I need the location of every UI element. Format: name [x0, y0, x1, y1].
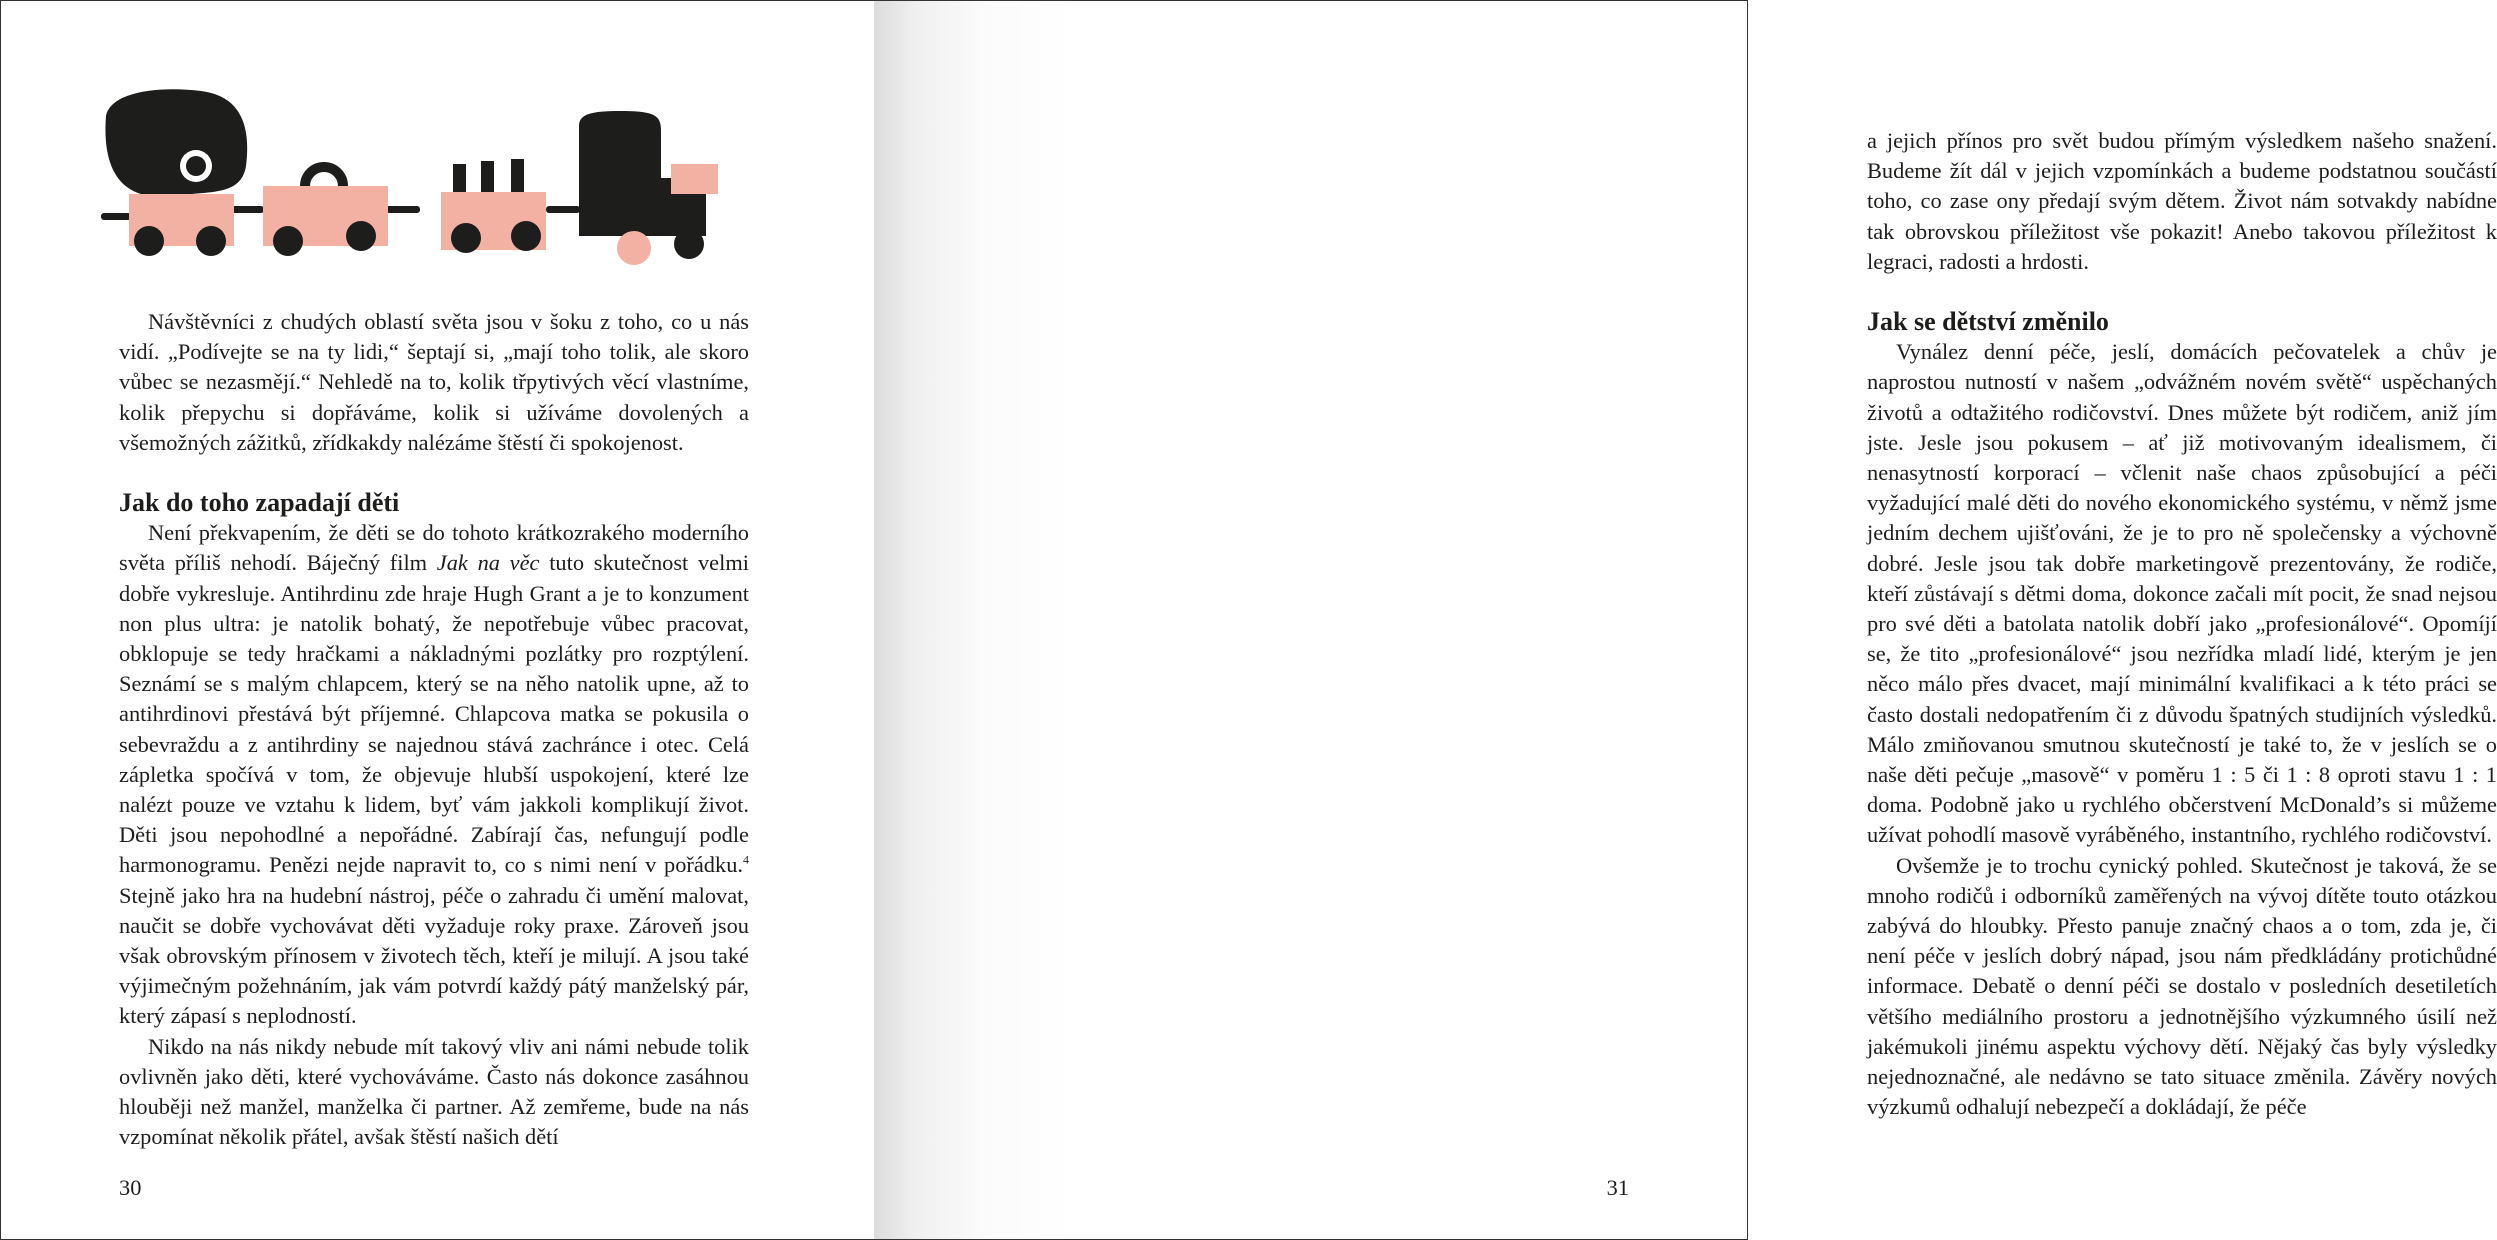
footnote-reference[interactable]: 4: [743, 852, 749, 867]
paragraph: a jejich přínos pro svět budou přímým výsledkem našeho snažení. Budeme žít dál v jejich vzpomínkách a budeme podstatnou součástí toho, co zase ony předají svým dětem. Život nám sotvakdy nabídne tak obrovskou příležitost vše pokazit! Anebo takovou příležitost k legraci, radosti a hrdosti.: [1867, 128, 2497, 274]
paragraph: Není překvapením, že děti se do tohoto krátkozrakého moderního světa příliš nehodí. Báječný film Jak na věc tuto skutečnost velmi dobře vykresluje. Antihrdinu zde hraje Hugh Grant a je to konzument non plus ultra: je natolik bohatý, že nepotřebuje vůbec pracovat, obklopuje se tedy hračkami a nákladnými pozlátky pro rozptýlení. Seznámí se s malým chlapcem, který se na něho natolik upne, až to antihrdinovi přestává být příjemné. Chlapcova matka se pokusila o sebevraždu a z antihrdiny se najednou stává zachránce i otec. Celá zápletka spočívá v tom, že objevuje hlubší uspokojení, které lze nalézt pouze ve vztahu k lidem, byť vám jakkoli komplikují život. Děti jsou nepohodlné a nepořádné. Zabírají čas, nefungují podle harmonogramu. Penězi nejde napravit to, co s nimi není v pořádku.$^4$ Stejně jako hra na hudební nástroj, péče o zahradu či umění malovat, naučit se dobře vychovávat děti vyžaduje roky praxe. Zároveň jsou však obrovským přínosem v životech těch, kteří je milují. A jsou také výjimečným požehnáním, jak vám potvrdí každý pátý manželský pár, který zápasí s neplodností.: [119, 520, 749, 1029]
page-number: 31: [1606, 1175, 1629, 1200]
left-page: [1, 1, 874, 1239]
paragraph: Ovšemže je to trochu cynický pohled. Skutečnost je taková, že se mnoho rodičů i odborníků zaměřených na vývoj dítěte touto otázkou zabývá do hloubky. Přesto panuje značný chaos a o tom, zda je, či není péče v jeslích dobrý nápad, jsou nám předkládány protichůdné informace. Debatě o denní péči se dostalo v posledních desetiletích většího mediálního prostoru a jednotnějšího výzkumného úsilí než jakémukoli jinému aspektu výchovy dětí. Nějaký čas byly výsledky nejednoznačné, ale nedávno se tato situace změnila. Závěry nových výzkumů odhalují nebezpečí a dokládají, že péče: [1867, 852, 2497, 1120]
film-title: Jak na věc: [436, 550, 540, 576]
train-illustration: [101, 86, 766, 271]
right-body-text: [1867, 126, 2497, 1123]
section-heading: Jak do toho zapadají děti: [119, 488, 400, 518]
paragraph: Nikdo na nás nikdy nebude mít takový vliv ani námi nebude tolik ovlivněn jako děti, které vychováváme. Často nás dokonce zasáhnou hlouběji než manžel, manželka či partner. Až zemřeme, bude na nás vzpomínat několik přátel, avšak štěstí našich dětí: [119, 1033, 749, 1150]
paragraph: Návštěvníci z chudých oblastí světa jsou v šoku z toho, co u nás vidí. „Podívejte se na ty lidi,“ šeptají si, „mají toho tolik, ale skoro vůbec se nezasmějí.“ Nehledě na to, kolik třpytivých věcí vlastníme, kolik přepychu si dopřáváme, kolik si užíváme dovolených a všemožných zážitků, zřídkakdy nalézáme štěstí či spokojenost.: [119, 309, 749, 455]
section-heading: Jak se dětství změnilo: [1867, 307, 2109, 337]
left-body-text: [119, 307, 749, 1152]
page-number: 30: [119, 1175, 142, 1200]
paragraph: Vynález denní péče, jeslí, domácích pečovatelek a chův je naprostou nutností v našem „odvážném novém světě“ uspěchaných životů a odtažitého rodičovství. Dnes můžete být rodičem, aniž jím jste. Jesle jsou pokusem – ať již motivovaným idealismem, či nenasytností korporací – včlenit naše chaos způsobující a péči vyžadující malé děti do nového ekonomického systému, v němž jsme jedním dechem ujišťováni, že je to pro ně společensky a výchovně dobré. Jesle jsou tak dobře marketingově prezentovány, že rodiče, kteří zůstávají s dětmi doma, dokonce začali mít pocit, že snad nejsou pro své děti a batolata natolik dobří jako „profesionálové“. Opomíjí se, že tito „profesionálové“ jsou nezřídka mladí lidé, kterým je jen něco málo přes dvacet, mají minimální kvalifikaci a k této práci se často dostali nedopatřením či z důvodu špatných studijních výsledků. Málo zmiňovanou smutnou skutečností je také to, že v jeslích se o naše děti pečuje „masově“ v poměru 1 : 5 či 1 : 8 oproti stavu 1 : 1 doma. Podobně jako u rychlého občerstvení McDonald’s si můžeme užívat pohodlí masově vyráběného, instantního, rychlého rodičovství.: [1867, 339, 2497, 848]
right-page: [874, 1, 2497, 1239]
